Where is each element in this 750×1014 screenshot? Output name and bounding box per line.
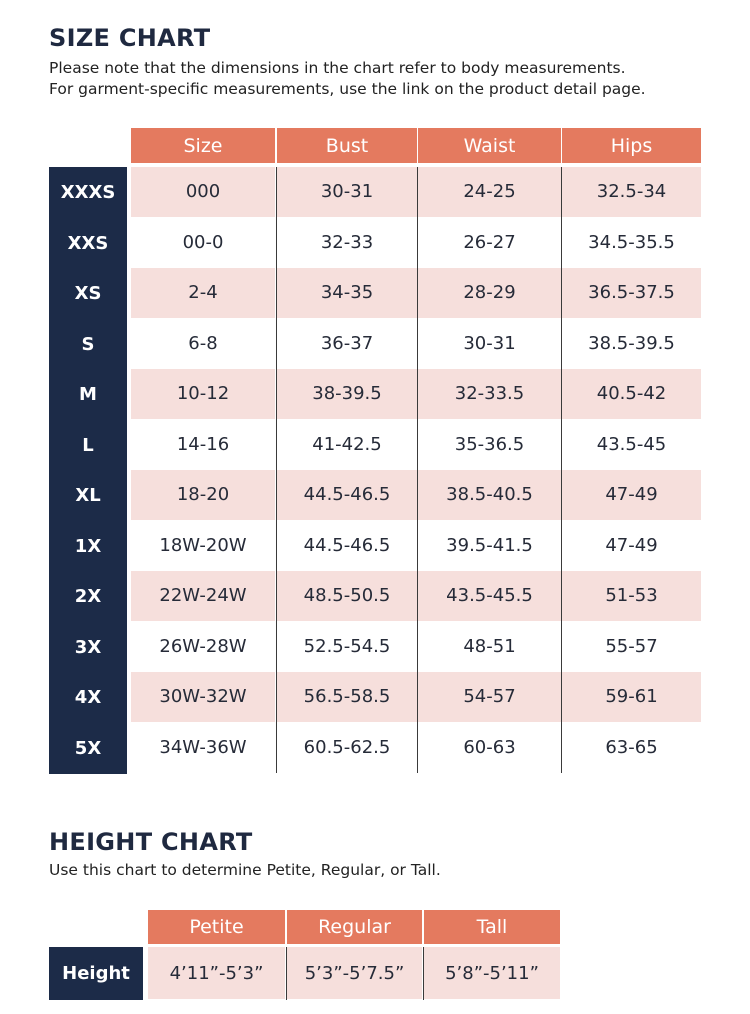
height-cell: 4’11”-5’3” <box>148 947 285 999</box>
size-chart-note <box>49 58 646 100</box>
size-cell: 48.5-50.5 <box>277 571 417 621</box>
column-divider <box>561 167 562 773</box>
size-cell: 6-8 <box>188 332 218 354</box>
height-row-label: Height <box>49 947 143 1000</box>
size-cell: 43.5-45 <box>596 433 667 455</box>
size-row-label: 4X <box>49 672 127 723</box>
size-cell: 36-37 <box>320 332 374 354</box>
height-cell: 5’8”-5’11” <box>424 947 560 999</box>
size-row-label: XL <box>49 470 127 521</box>
size-cell: 26W-28W <box>159 635 247 657</box>
size-row-label: L <box>49 420 127 471</box>
size-cell: 32.5-34 <box>562 167 701 217</box>
size-cell: 40.5-42 <box>562 369 701 419</box>
size-cell: 34W-36W <box>159 736 247 758</box>
height-header-regular: Regular <box>287 910 422 944</box>
column-divider <box>423 947 424 1000</box>
size-cell: 60.5-62.5 <box>303 736 391 758</box>
size-cell: 39.5-41.5 <box>446 534 533 556</box>
size-row-label: M <box>49 369 127 420</box>
size-cell: 48-51 <box>463 635 516 657</box>
column-divider <box>417 167 418 773</box>
height-header-petite: Petite <box>148 910 285 944</box>
size-cell: 36.5-37.5 <box>562 268 701 318</box>
size-cell: 59-61 <box>562 672 701 722</box>
column-divider <box>276 167 277 773</box>
size-cell: 18W-20W <box>159 534 247 556</box>
size-chart-note-line1: Please note that the dimensions in the chart refer to body measurements. <box>49 59 626 77</box>
size-cell: 24-25 <box>418 167 561 217</box>
size-row-label: S <box>49 319 127 370</box>
size-row-label: 2X <box>49 571 127 622</box>
size-cell: 10-12 <box>131 369 275 419</box>
size-cell: 38.5-40.5 <box>418 470 561 520</box>
size-cell: 63-65 <box>605 736 658 758</box>
size-cell: 18-20 <box>131 470 275 520</box>
size-cell: 38-39.5 <box>277 369 417 419</box>
size-cell: 26-27 <box>463 231 516 253</box>
size-cell: 22W-24W <box>131 571 275 621</box>
size-cell: 30-31 <box>277 167 417 217</box>
size-cell: 52.5-54.5 <box>303 635 391 657</box>
height-chart-note: Use this chart to determine Petite, Regular, or Tall. <box>49 861 441 879</box>
height-header-tall: Tall <box>424 910 560 944</box>
size-header-bust: Bust <box>277 128 417 163</box>
size-cell: 43.5-45.5 <box>418 571 561 621</box>
size-cell: 47-49 <box>562 470 701 520</box>
size-cell: 2-4 <box>131 268 275 318</box>
size-cell: 34-35 <box>277 268 417 318</box>
size-cell: 14-16 <box>176 433 230 455</box>
size-cell: 44.5-46.5 <box>277 470 417 520</box>
size-header-hips: Hips <box>562 128 701 163</box>
size-cell: 60-63 <box>463 736 516 758</box>
size-cell: 55-57 <box>605 635 658 657</box>
size-chart-title: SIZE CHART <box>49 24 211 52</box>
size-cell: 00-0 <box>182 231 224 253</box>
size-cell: 44.5-46.5 <box>303 534 391 556</box>
height-cell: 5’3”-5’7.5” <box>287 947 422 999</box>
size-cell: 38.5-39.5 <box>588 332 675 354</box>
size-cell: 32-33.5 <box>418 369 561 419</box>
size-header-waist: Waist <box>418 128 561 163</box>
size-row-label: 1X <box>49 521 127 572</box>
size-cell: 32-33 <box>320 231 374 253</box>
size-cell: 30W-32W <box>131 672 275 722</box>
size-row-label: XXXS <box>49 167 127 218</box>
size-row-label: XS <box>49 268 127 319</box>
size-cell: 41-42.5 <box>312 433 382 455</box>
column-divider <box>286 947 287 1000</box>
size-cell: 35-36.5 <box>454 433 525 455</box>
size-cell: 56.5-58.5 <box>277 672 417 722</box>
size-cell: 28-29 <box>418 268 561 318</box>
height-chart-title: HEIGHT CHART <box>49 828 253 856</box>
size-cell: 47-49 <box>605 534 658 556</box>
size-cell: 30-31 <box>463 332 516 354</box>
size-row-label: 3X <box>49 622 127 673</box>
size-cell: 34.5-35.5 <box>588 231 675 253</box>
size-cell: 54-57 <box>418 672 561 722</box>
size-row-label: XXS <box>49 218 127 269</box>
size-row-label: 5X <box>49 723 127 774</box>
size-cell: 000 <box>131 167 275 217</box>
size-cell: 51-53 <box>562 571 701 621</box>
size-chart-note-line2: For garment-specific measurements, use the link on the product detail page. <box>49 80 646 98</box>
size-header-size: Size <box>131 128 275 163</box>
